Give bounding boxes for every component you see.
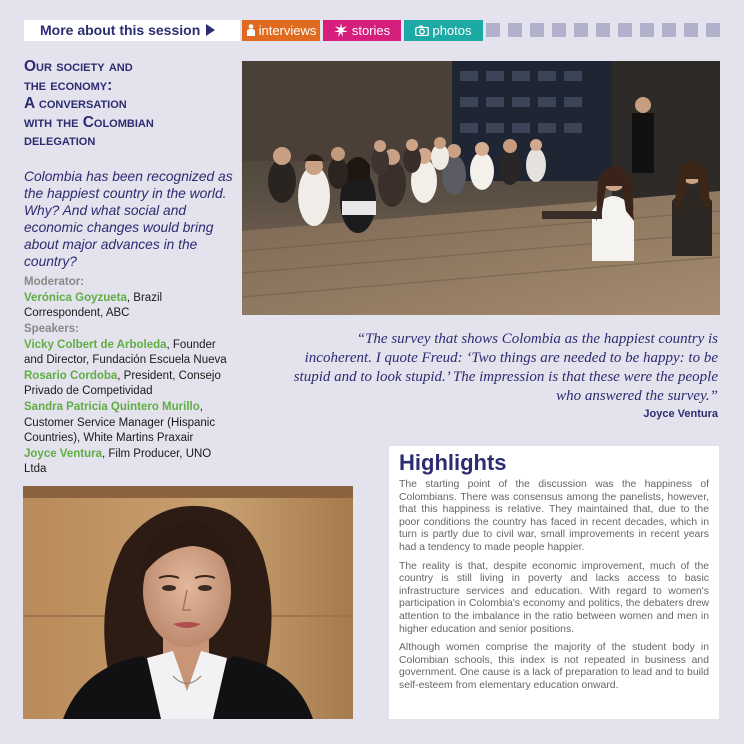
moderator-name: Verónica Goyzueta: [24, 291, 127, 304]
highlights-paragraph: The reality is that, despite economic improvement, much of the country is still living in poverty and lacks access to basic infrastructure services and education. With regard to women's participation in Colombia's economy and politics, the debaters drew attention to the imbalance in the ratio between women and men in higher education and senior positions.: [399, 560, 709, 635]
speaker-item: Joyce Ventura, Film Producer, UNO Ltda: [24, 447, 212, 476]
session-title: Our society and the economy: A conversation with the Colombian delegation: [24, 58, 154, 149]
speakers-block: [24, 322, 236, 478]
speakers-label: Speakers:: [24, 323, 79, 335]
pull-quote: “The survey that shows Colombia as the happiest country is incoherent. I quote Freud: ‘Two things are needed to be happy: to be stupid and to look stupid.’ The impression is that these were the people who answered the survey.”: [293, 331, 718, 404]
decorative-squares: [486, 23, 720, 37]
highlights-box: [389, 446, 719, 719]
quote-author: Joyce Ventura: [643, 408, 718, 420]
speaker-item: Vicky Colbert de Arboleda, Founder and Director, Fundación Escuela Nueva: [24, 338, 227, 367]
tab-photos[interactable]: photos: [404, 20, 483, 41]
camera-icon: [415, 25, 429, 36]
tab-interviews[interactable]: interviews: [242, 20, 320, 41]
sparkle-icon: [334, 23, 348, 37]
highlights-paragraph: Although women comprise the majority of the student body in Colombian schools, this index is not repeated in business and government. One cause is a lack of preparation to lead and to build self-esteem from elementary education onward.: [399, 642, 709, 691]
speaker-item: Rosario Cordoba, President, Consejo Privado de Competividad: [24, 369, 221, 398]
audience-photo: [242, 61, 720, 315]
session-lede: Colombia has been recognized as the happiest country in the world. Why? And what social and economic changes would bring about major advances in the country?: [24, 169, 233, 269]
moderator-block: [24, 275, 236, 322]
speaker-item: Sandra Patricia Quintero Murillo, Customer Service Manager (Hispanic Countries), White Martins Praxair: [24, 400, 216, 445]
highlights-paragraph: The starting point of the discussion was the happiness of Colombians. There was consensus among the panelists, however, that this happiness is relative. They maintained that, due to the poor conditions the country has faced in recent decades, which in turn is partly due to civil war, small improvements in recent years had a tendency to made people happier.: [399, 479, 709, 553]
moderator-role: , Brazil Correspondent, ABC: [24, 291, 163, 320]
highlights-body: [399, 479, 709, 699]
highlights-title: Highlights: [399, 450, 507, 475]
more-about-session-button[interactable]: More about this session: [24, 20, 240, 41]
play-arrow-icon: [206, 24, 215, 36]
tab-stories[interactable]: stories: [323, 20, 401, 41]
moderator-label: Moderator:: [24, 276, 85, 288]
portrait-photo: [23, 486, 353, 719]
person-icon: [246, 24, 256, 36]
